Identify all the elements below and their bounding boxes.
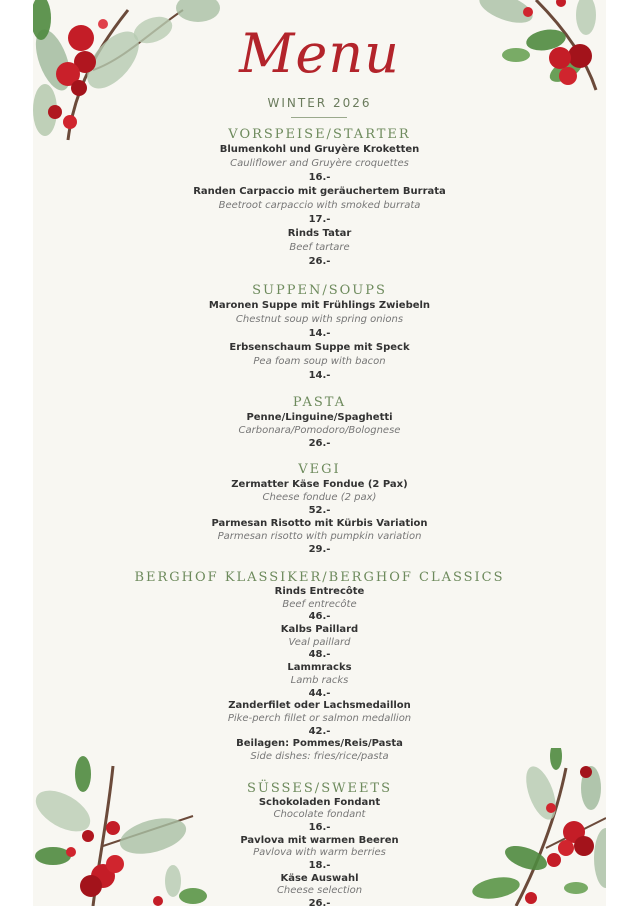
- item-description: Side dishes: fries/rice/pasta: [250, 750, 389, 762]
- item-name: Erbsenschaum Suppe mit Speck: [229, 342, 410, 353]
- item-name: Kalbs Paillard: [280, 624, 359, 636]
- item-name: Penne/Linguine/Spaghetti: [246, 412, 393, 423]
- item-description: Chestnut soup with spring onions: [235, 314, 404, 325]
- item-price: 52.-: [308, 505, 331, 516]
- item-name: Käse Auswahl: [280, 872, 359, 884]
- item-price: 14.-: [308, 328, 331, 339]
- menu-page: [33, 0, 606, 906]
- item-price: 46.-: [308, 611, 331, 623]
- section-starter: [33, 127, 606, 269]
- item-name: Blumenkohl und Gruyère Kroketten: [219, 144, 420, 155]
- item-price: 29.-: [308, 544, 331, 555]
- item-description: Pavlova with warm berries: [253, 847, 386, 859]
- item-name: Beilagen: Pommes/Reis/Pasta: [236, 738, 403, 750]
- item-description: Cheese fondue (2 pax): [262, 492, 377, 503]
- item-price: 16.-: [308, 172, 331, 183]
- section-title: PASTA: [292, 395, 347, 410]
- item-description: Beef entrecôte: [282, 598, 357, 610]
- item-description: Lamb racks: [290, 674, 349, 686]
- item-name: Parmesan Risotto mit Kürbis Variation: [211, 518, 428, 529]
- item-description: Chocolate fondant: [273, 809, 366, 821]
- menu-title: Menu: [239, 22, 400, 85]
- item-description: Pike-perch fillet or salmon medallion: [227, 712, 412, 724]
- item-name: Rinds Entrecôte: [274, 586, 365, 597]
- item-description: Beetroot carpaccio with smoked burrata: [218, 200, 421, 211]
- item-price: 26.-: [308, 256, 331, 267]
- item-price: 48.-: [308, 649, 331, 661]
- item-price: 18.-: [308, 860, 331, 872]
- item-name: Pavlova mit warmen Beeren: [240, 834, 399, 846]
- menu-content: [33, 127, 606, 906]
- item-price: 44.-: [308, 687, 331, 699]
- item-price: 14.-: [308, 370, 331, 381]
- item-description: Veal paillard: [288, 636, 351, 648]
- item-name: Rinds Tatar: [287, 228, 352, 239]
- item-description: Cauliflower and Gruyère croquettes: [230, 158, 409, 169]
- item-name: Schokoladen Fondant: [258, 796, 381, 808]
- item-description: Pea foam soup with bacon: [253, 356, 386, 367]
- item-name: Zanderfilet oder Lachsmedaillon: [228, 700, 411, 712]
- item-name: Randen Carpaccio mit geräuchertem Burrata: [193, 186, 446, 197]
- item-description: Beef tartare: [289, 242, 350, 253]
- section-soups: [33, 283, 606, 383]
- left-margin: [0, 0, 33, 906]
- item-description: Carbonara/Pomodoro/Bolognese: [238, 425, 401, 436]
- section-title: SÜSSES/SWEETS: [246, 780, 393, 796]
- section-title: VORSPEISE/STARTER: [228, 127, 411, 142]
- season-label: WINTER 2026: [267, 96, 372, 110]
- item-price: 26.-: [308, 438, 331, 449]
- item-name: Lammracks: [287, 662, 352, 674]
- item-price: 42.-: [308, 725, 331, 737]
- section-title: SUPPEN/SOUPS: [252, 283, 387, 298]
- item-name: Zermatter Käse Fondue (2 Pax): [231, 479, 408, 490]
- item-price: 26.-: [308, 898, 331, 906]
- item-price: 16.-: [308, 822, 331, 833]
- section-vegi: [33, 462, 606, 556]
- right-margin: [606, 0, 640, 906]
- item-description: Parmesan risotto with pumpkin variation: [217, 531, 422, 542]
- section-classics: [33, 570, 606, 764]
- section-sweets: [33, 781, 606, 906]
- section-pasta: [33, 395, 606, 450]
- season-divider: [291, 117, 347, 118]
- item-name: Maronen Suppe mit Frühlings Zwiebeln: [208, 300, 431, 311]
- section-title: BERGHOF KLASSIKER/BERGHOF CLASSICS: [134, 570, 505, 585]
- section-title: VEGI: [298, 462, 341, 477]
- item-description: Cheese selection: [276, 885, 363, 897]
- item-price: 17.-: [308, 214, 331, 225]
